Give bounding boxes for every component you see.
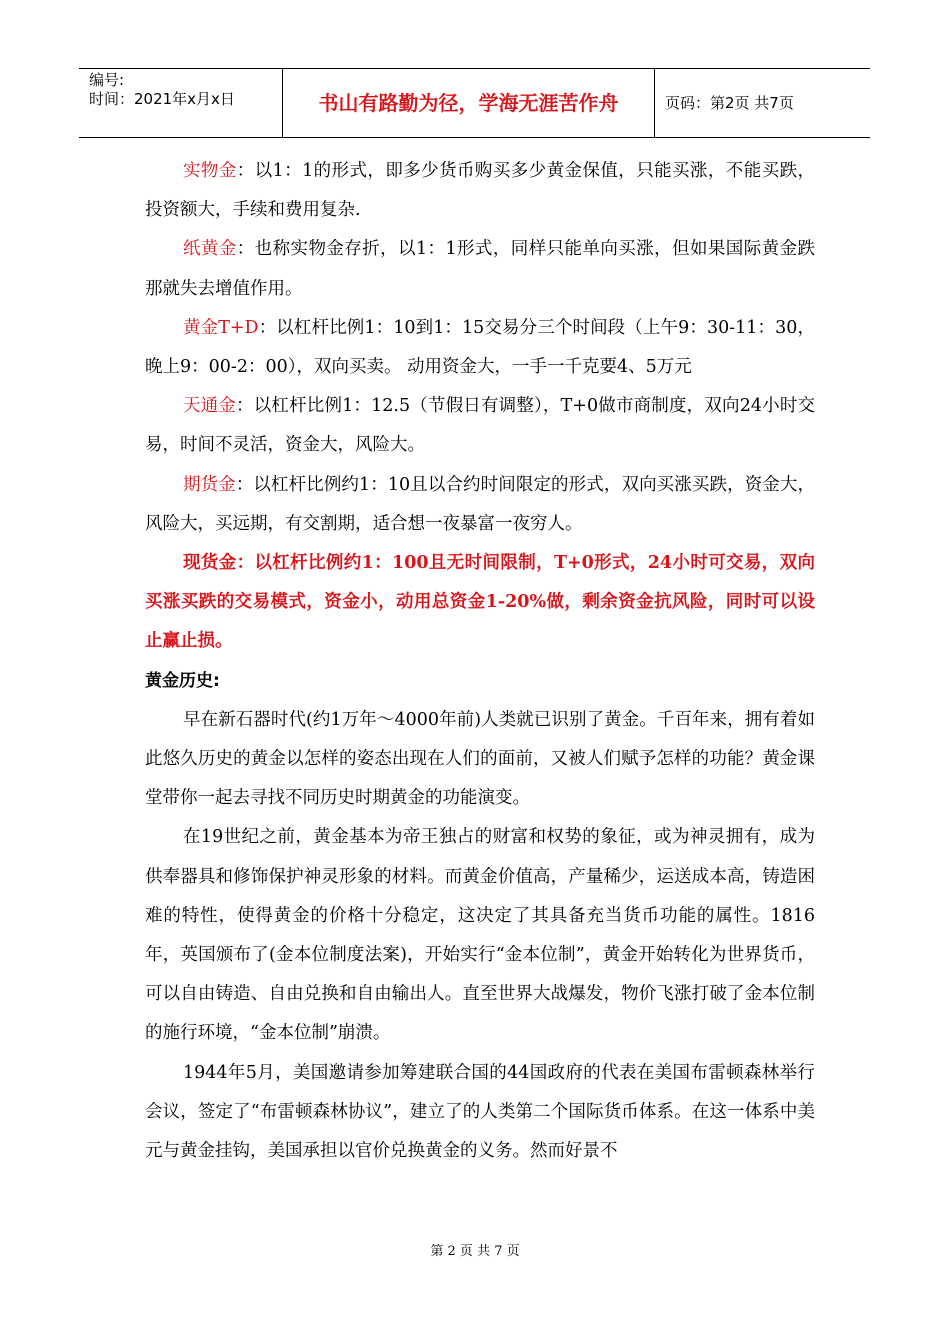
item-term: 纸黄金 bbox=[183, 239, 237, 260]
item-paragraph bbox=[145, 230, 815, 308]
page-header bbox=[79, 68, 870, 138]
page-footer: 第 2 页 共 7 页 bbox=[430, 1244, 520, 1259]
number-label: 编号: bbox=[89, 71, 125, 89]
item-paragraph bbox=[145, 309, 815, 387]
item-text: ：以杠杆比例1：12.5（节假日有调整），T+0做市商制度，双向24小时交易，时间不灵活，资金大，风险大。 bbox=[145, 396, 816, 456]
item-text: ：以1：1的形式，即多少货币购买多少黄金保值，只能买涨，不能买跌，投资额大，手续和费用复杂. bbox=[145, 161, 815, 221]
document-body bbox=[145, 152, 815, 1171]
item-term: 天通金 bbox=[183, 396, 237, 417]
item-paragraph bbox=[145, 466, 815, 544]
history-paragraph: 1944年5月，美国邀请参加筹建联合国的44国政府的代表在美国布雷顿森林举行会议，签定了“布雷顿森林协议”，建立了的人类第二个国际货币体系。在这一体系中美元与黄金挂钩，美国承担以官价兑换黄金的义务。然而好景不 bbox=[145, 1062, 815, 1162]
item-paragraph bbox=[145, 387, 815, 465]
item-term: 实物金 bbox=[183, 161, 237, 181]
item-term: 期货金 bbox=[183, 474, 236, 495]
history-paragraph: 早在新石器时代(约1万年～4000年前)人类就已识别了黄金。千百年来，拥有着如此悠久历史的黄金以怎样的姿态出现在人们的面前，又被人们赋予怎样的功能？黄金课堂带你一起去寻找不同历史时期黄金的功能演变。 bbox=[145, 709, 815, 809]
history-heading: 黄金历史: bbox=[145, 670, 220, 691]
item-text: ：以杠杆比例约1：10且以合约时间限定的形式，双向买涨买跌，资金大，风险大，买远期，有交割期，适合想一夜暴富一夜穷人。 bbox=[145, 474, 815, 534]
highlight-paragraph: 现货金：以杠杆比例约1：100且无时间限制，T+0形式，24小时可交易，双向买涨买跌的交易模式，资金小，动用总资金1-20%做，剩余资金抗风险，同时可以设止赢止损。 bbox=[145, 553, 815, 652]
history-paragraph: 在19世纪之前，黄金基本为帝王独占的财富和权势的象征，或为神灵拥有，成为供奉器具和修饰保护神灵形象的材料。而黄金价值高，产量稀少，运送成本高，铸造困难的特性，使得黄金的价格十分稳定，这决定了其具备充当货币功能的属性。1816年，英国颁布了(金本位制度法案)，开始实行“金本位制”，黄金开始转化为世界货币，可以自由铸造、自由兑换和自由输出人。直至世界大战爆发，物价飞涨打破了金本位制的施行环境，“金本位制”崩溃。 bbox=[145, 827, 815, 1044]
item-text: ：以杠杆比例1：10到1：15交易分三个时间段（上午9：30-11：30，晚上9：00-2：00），双向买卖。 动用资金大，一手一千克要4、5万元 bbox=[145, 317, 815, 378]
item-term: 黄金T+D bbox=[183, 317, 259, 338]
item-text: ：也称实物金存折，以1：1形式，同样只能单向买涨，但如果国际黄金跌那就失去增值作用。 bbox=[145, 239, 815, 299]
time-label: 时间：2021年x月x日 bbox=[89, 90, 235, 108]
header-page-info: 页码：第2页 共7页 bbox=[665, 94, 794, 112]
header-meta-cell bbox=[79, 69, 283, 137]
header-motto: 书山有路勤为径，学海无涯苦作舟 bbox=[283, 69, 655, 137]
item-paragraph bbox=[145, 152, 815, 230]
